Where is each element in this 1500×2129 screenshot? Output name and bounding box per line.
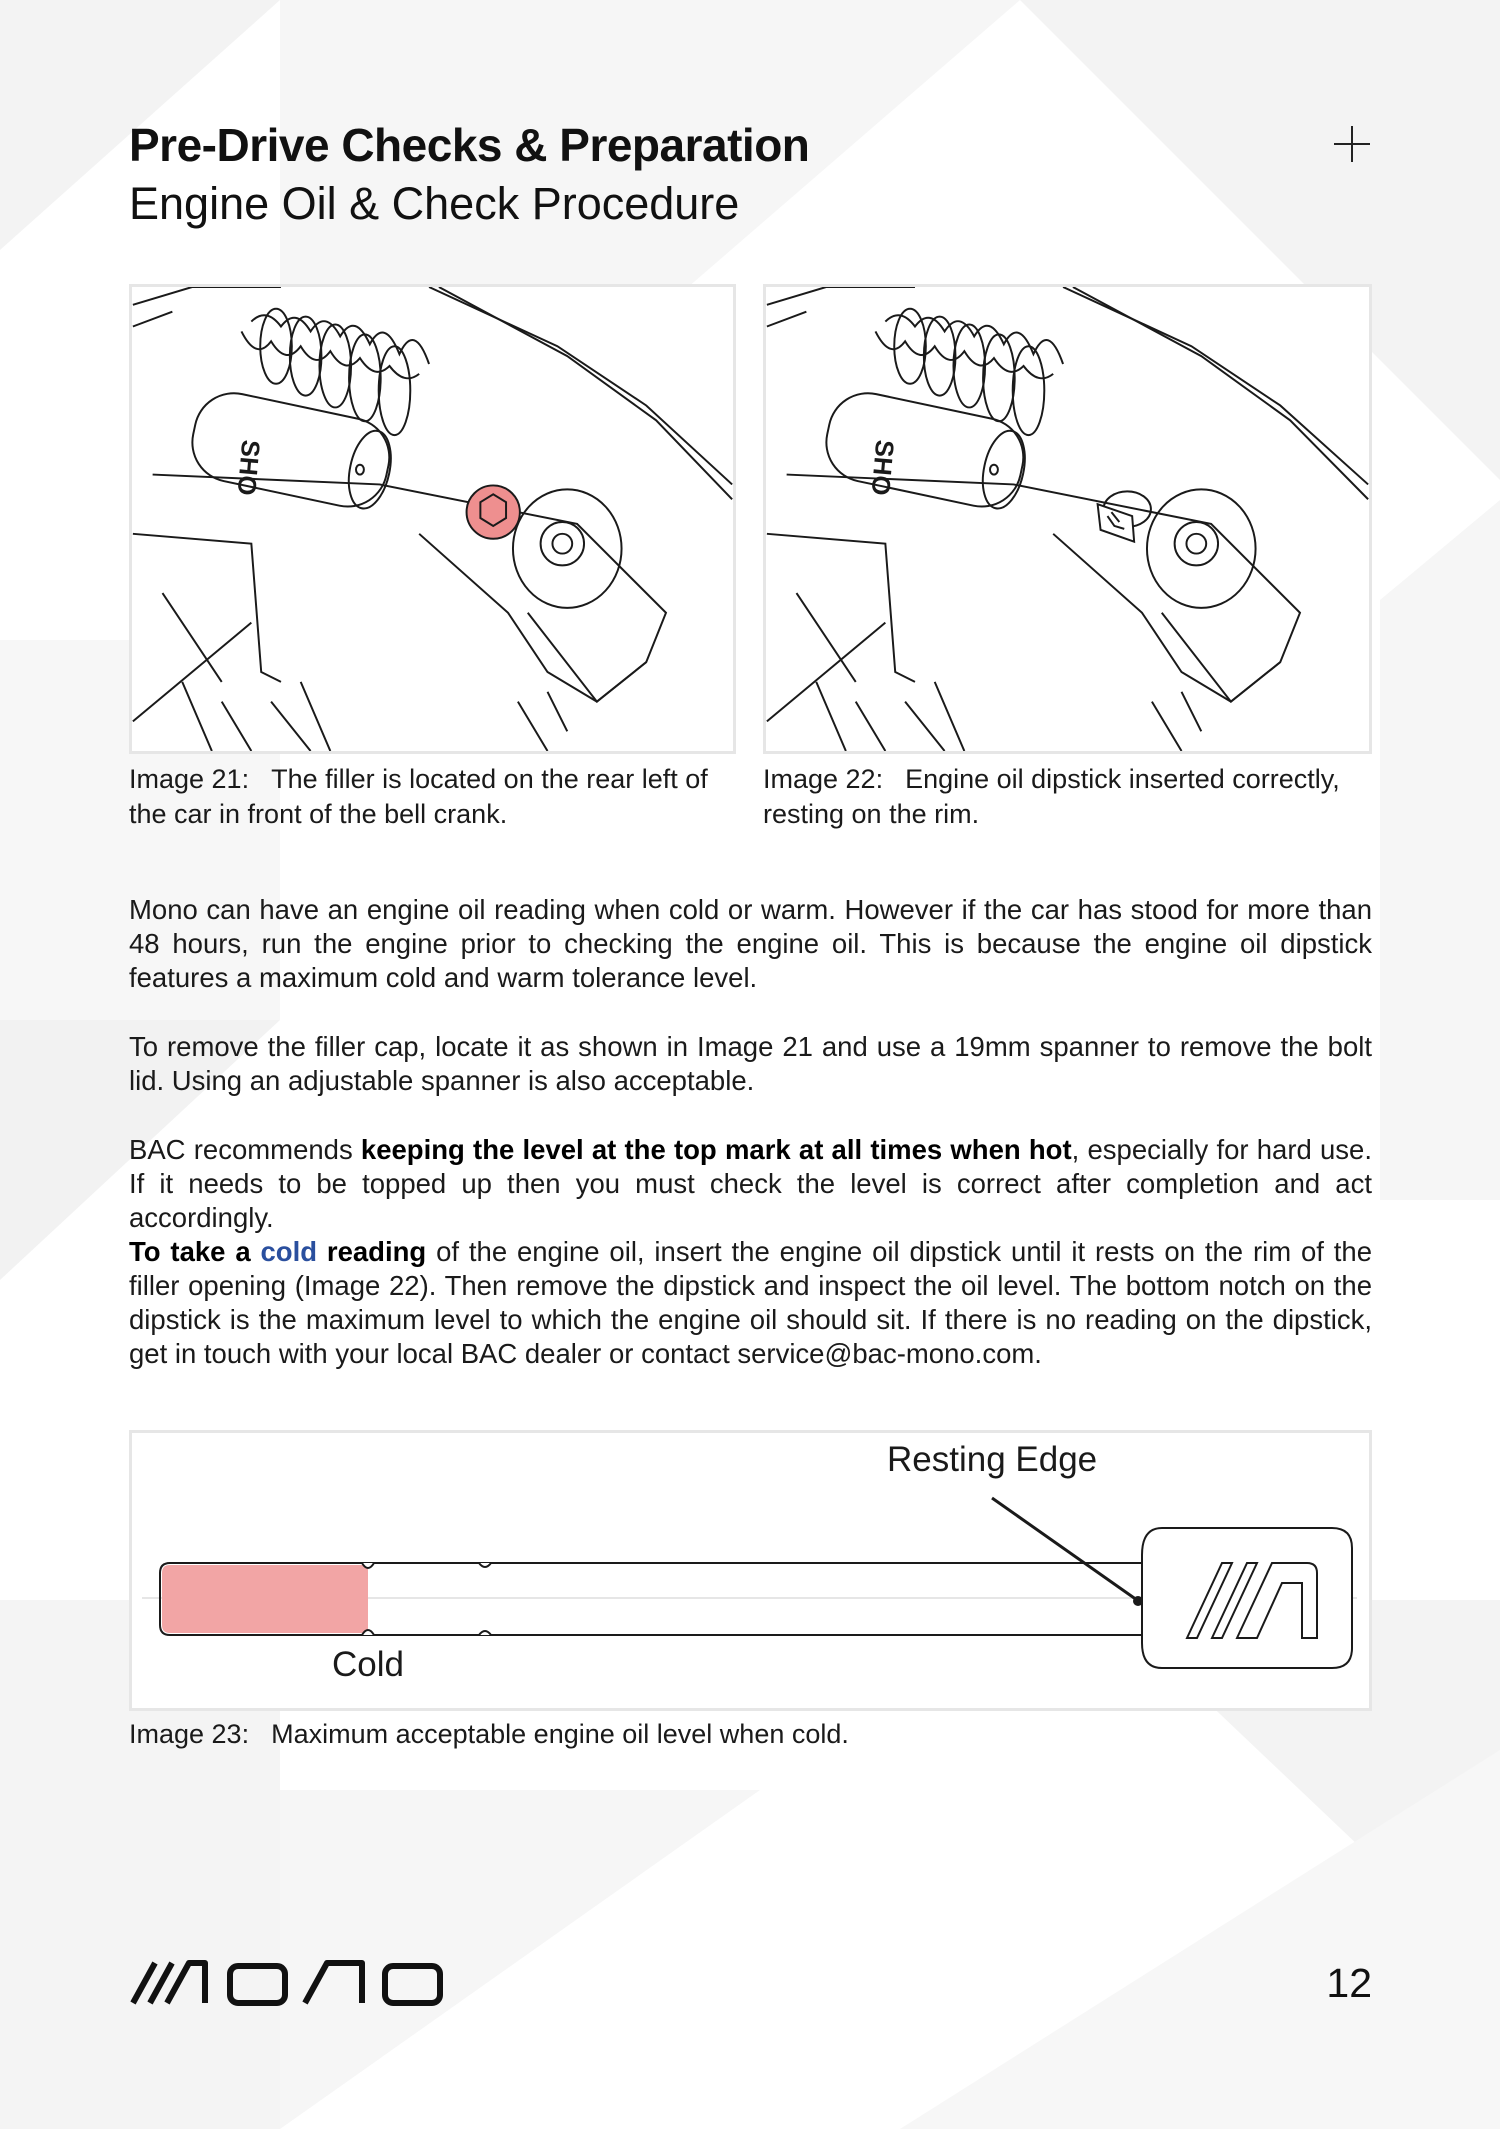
dipstick-inserted-illustration — [763, 284, 1372, 754]
paragraph-text: of the engine oil, insert the engine oil dipstick until it rests on the rim of the filler opening (Image 22). Then remove the dipstick and inspect the oil level. The bottom notch on the dipstick is the maximum level to which the engine oil should sit. If there is no reading on the dipstick, get in touch with your local BAC dealer or contact service@bac-mono.com. — [129, 1236, 1373, 1369]
paragraph-text: BAC recommends — [129, 1134, 361, 1165]
mono-logo — [130, 1958, 445, 2008]
emphasis-text: keeping the level at the top mark at all times when hot — [360, 1134, 1072, 1165]
cold-level-label: Cold — [332, 1645, 404, 1684]
figure-caption-text: Maximum acceptable engine oil level when cold. — [271, 1719, 849, 1749]
figure-caption — [763, 762, 1373, 832]
figure-caption-text: Engine oil dipstick inserted correctly, resting on the rim. — [763, 764, 1340, 829]
dipstick-drawing — [132, 1433, 1369, 1708]
resting-edge-label: Resting Edge — [887, 1440, 1098, 1479]
paragraph-text: , especially for hard use. If it needs to be topped up then you must check the level is correct after completion and act accordingly. — [129, 1134, 1372, 1233]
figure-number: Image 21: — [129, 764, 250, 794]
dipstick-diagram — [129, 1430, 1372, 1711]
cold-keyword: cold — [260, 1236, 318, 1267]
reservoir-label: SHO — [231, 438, 265, 497]
figure-caption — [129, 1717, 1329, 1752]
figure-caption-text: The filler is located on the rear left of the car in front of the bell crank. — [129, 764, 708, 829]
page-title: Pre-Drive Checks & Preparation — [129, 119, 810, 171]
page-subtitle: Engine Oil & Check Procedure — [129, 178, 740, 229]
paragraph-remove-filler-cap: To remove the filler cap, locate it as shown in Image 21 and use a 19mm spanner to remove the bolt lid. Using an adjustable spanner is also acceptable. — [129, 1031, 1372, 1096]
paragraph-level-recommendation — [129, 1133, 1372, 1235]
emphasis-text: reading — [317, 1236, 427, 1267]
figure-caption — [129, 762, 739, 832]
filler-location-illustration — [129, 284, 736, 754]
figure-number: Image 22: — [763, 764, 884, 794]
page-number: 12 — [1326, 1960, 1372, 2006]
figure-number: Image 23: — [129, 1719, 250, 1749]
plus-icon — [1334, 126, 1370, 162]
reservoir-label: SHO — [865, 438, 899, 497]
paragraph-cold-or-warm: Mono can have an engine oil reading when cold or warm. However if the car has stood for more than 48 hours, run the engine prior to checking the engine oil. This is because the engine oil dipstick features a maximum cold and warm tolerance level. — [129, 894, 1372, 993]
emphasis-text: To take a — [129, 1236, 261, 1267]
cold-zone — [162, 1565, 368, 1633]
paragraph-cold-reading — [129, 1235, 1372, 1371]
